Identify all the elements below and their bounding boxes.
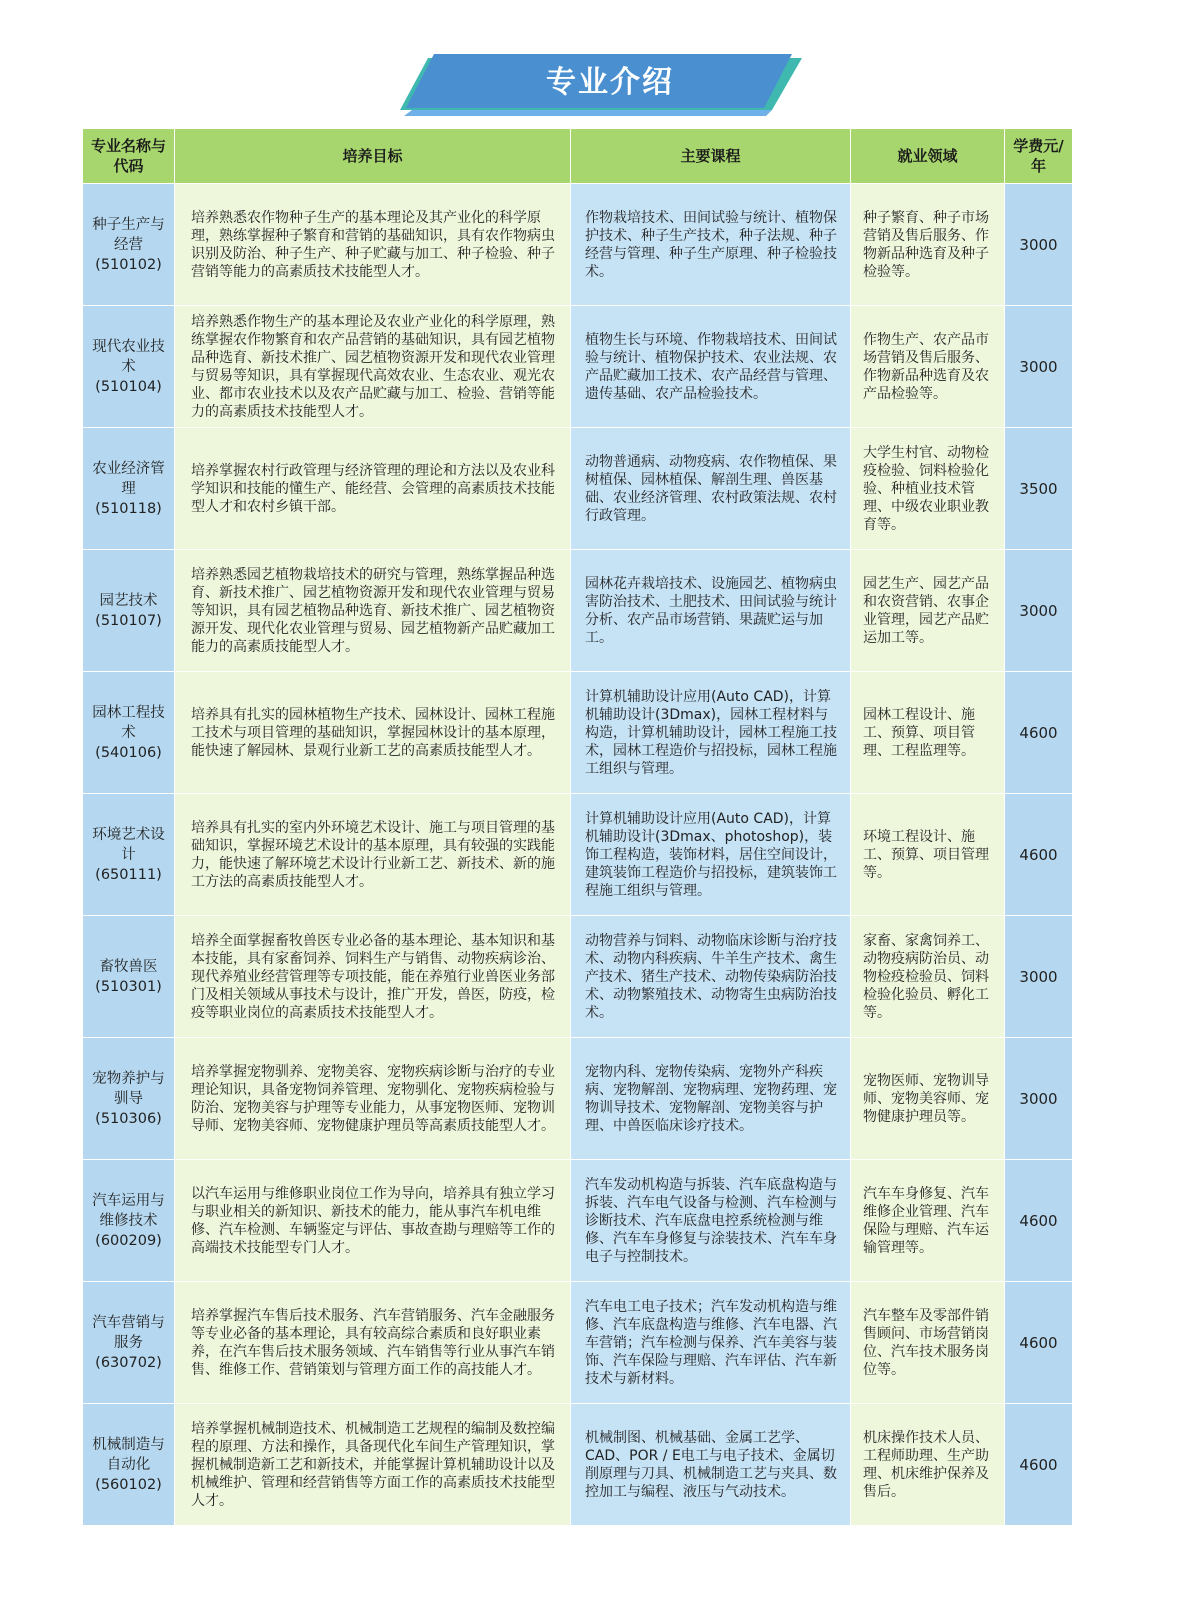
- table-row: [83, 1038, 1073, 1160]
- training-goal: 培养全面掌握畜牧兽医专业必备的基本理论、基本知识和基本技能，具有家畜饲养、饲料生产与销售、动物疾病诊治、现代养殖业经营管理等专项技能，能在养殖行业兽医业务部门及相关领域从事技术与设计，推广开发，兽医，防疫，检疫等职业岗位的高素质技术技能型人才。: [175, 916, 571, 1038]
- header-goal: 培养目标: [175, 129, 571, 184]
- training-goal: 培养具有扎实的园林植物生产技术、园林设计、园林工程施工技术与项目管理的基础知识，掌握园林设计的基本原理，能快速了解园林、景观行业新工艺的高素质技能型人才。: [175, 672, 571, 794]
- page-title: 专业介绍: [546, 65, 674, 100]
- employment-field: 大学生村官、动物检疫检验、饲料检验化验、种植业技术管理、中级农业职业教育等。: [851, 428, 1005, 550]
- training-goal: 培养掌握农村行政管理与经济管理的理论和方法以及农业科学知识和技能的懂生产、能经营、会管理的高素质技术技能型人才和农村乡镇干部。: [175, 428, 571, 550]
- main-courses: 动物普通病、动物疫病、农作物植保、果树植保、园林植保、解剖生理、兽医基础、农业经济管理、农村政策法规、农村行政管理。: [571, 428, 851, 550]
- major-name-cell: [83, 916, 175, 1038]
- table-row: [83, 1404, 1073, 1526]
- header-field: 就业领域: [851, 129, 1005, 184]
- major-name-cell: [83, 1038, 175, 1160]
- major-name: 环境艺术设计: [92, 826, 165, 863]
- main-courses: 计算机辅助设计应用(Auto CAD)，计算机辅助设计(3Dmax、photoshop)，装饰工程构造，装饰材料，居住空间设计，建筑装饰工程造价与招投标，建筑装饰工程施工组织与管理。: [571, 794, 851, 916]
- major-name-cell: [83, 306, 175, 428]
- training-goal: 培养掌握汽车售后技术服务、汽车营销服务、汽车金融服务等专业必备的基本理论，具有较高综合素质和良好职业素养，在汽车售后技术服务领域、汽车销售等行业从事汽车销售、维修工作、营销策划与管理方面工作的高技能人才。: [175, 1282, 571, 1404]
- major-code: (510118): [95, 500, 162, 517]
- table-row: [83, 184, 1073, 306]
- main-courses: 植物生长与环境、作物栽培技术、田间试验与统计、植物保护技术、农业法规、农产品贮藏加工技术、农产品经营与管理、遗传基础、农产品检验技术。: [571, 306, 851, 428]
- main-courses: 宠物内科、宠物传染病、宠物外产科疾病、宠物解剖、宠物病理、宠物药理、宠物训导技术、宠物解剖、宠物美容与护理、中兽医临床诊疗技术。: [571, 1038, 851, 1160]
- major-name: 种子生产与经营: [92, 216, 165, 253]
- tuition-fee: 4600: [1005, 1160, 1073, 1282]
- major-code: (510306): [95, 1110, 162, 1127]
- major-name: 园林工程技术: [92, 704, 165, 741]
- table-header-row: [83, 129, 1073, 184]
- main-courses: 园林花卉栽培技术、设施园艺、植物病虫害防治技术、土肥技术、田间试验与统计分析、农产品市场营销、果蔬贮运与加工。: [571, 550, 851, 672]
- employment-field: 汽车整车及零部件销售顾问、市场营销岗位、汽车技术服务岗位等。: [851, 1282, 1005, 1404]
- main-courses: 动物营养与饲料、动物临床诊断与治疗技术、动物内科疾病、牛羊生产技术、禽生产技术、猪生产技术、动物传染病防治技术、动物繁殖技术、动物寄生虫病防治技术。: [571, 916, 851, 1038]
- major-name-cell: [83, 1404, 175, 1526]
- main-courses: 计算机辅助设计应用(Auto CAD)，计算机辅助设计(3Dmax)，园林工程材料与构造，计算机辅助设计，园林工程施工技术，园林工程造价与招投标，园林工程施工组织与管理。: [571, 672, 851, 794]
- employment-field: 宠物医师、宠物训导师、宠物美容师、宠物健康护理员等。: [851, 1038, 1005, 1160]
- main-courses: 汽车发动机构造与拆装、汽车底盘构造与拆装、汽车电气设备与检测、汽车检测与诊断技术、汽车底盘电控系统检测与维修、汽车车身修复与涂装技术、汽车车身电子与控制技术。: [571, 1160, 851, 1282]
- major-name-cell: [83, 672, 175, 794]
- major-code: (510107): [95, 612, 162, 629]
- table-row: [83, 550, 1073, 672]
- major-code: (510104): [95, 378, 162, 395]
- major-name-cell: [83, 184, 175, 306]
- table-row: [83, 1160, 1073, 1282]
- training-goal: 培养掌握宠物驯养、宠物美容、宠物疾病诊断与治疗的专业理论知识，具备宠物饲养管理、宠物驯化、宠物疾病检验与防治、宠物美容与护理等专业能力，从事宠物医师、宠物训导师、宠物美容师、宠物健康护理员等高素质技能型人才。: [175, 1038, 571, 1160]
- major-name: 机械制造与自动化: [92, 1436, 165, 1473]
- employment-field: 园林工程设计、施工、预算、项目管理、工程监理等。: [851, 672, 1005, 794]
- tuition-fee: 3000: [1005, 916, 1073, 1038]
- tuition-fee: 3500: [1005, 428, 1073, 550]
- tuition-fee: 4600: [1005, 794, 1073, 916]
- training-goal: 以汽车运用与维修职业岗位工作为导向，培养具有独立学习与职业相关的新知识、新技术的能力，能从事汽车机电维修、汽车检测、车辆鉴定与评估、事故查勘与理赔等工作的高端技术技能型专门人才。: [175, 1160, 571, 1282]
- major-code: (630702): [95, 1354, 162, 1371]
- major-name: 畜牧兽医: [99, 958, 158, 975]
- major-code: (650111): [95, 866, 162, 883]
- main-courses: 汽车电工电子技术；汽车发动机构造与维修、汽车底盘构造与维修、汽车电器、汽车营销；汽车检测与保养、汽车美容与装饰、汽车保险与理赔、汽车评估、汽车新技术与新材料。: [571, 1282, 851, 1404]
- table-row: [83, 428, 1073, 550]
- major-name-cell: [83, 428, 175, 550]
- major-code: (560102): [95, 1476, 162, 1493]
- table-row: [83, 672, 1073, 794]
- major-name-cell: [83, 794, 175, 916]
- majors-table: [82, 128, 1073, 1526]
- major-code: (600209): [95, 1232, 162, 1249]
- tuition-fee: 3000: [1005, 1038, 1073, 1160]
- employment-field: 家畜、家禽饲养工、动物疫病防治员、动物检疫检验员、饲料检验化验员、孵化工等。: [851, 916, 1005, 1038]
- tuition-fee: 4600: [1005, 1282, 1073, 1404]
- major-code: (510301): [95, 978, 162, 995]
- title-banner: [400, 52, 810, 122]
- table-row: [83, 916, 1073, 1038]
- employment-field: 园艺生产、园艺产品和农资营销、农事企业管理，园艺产品贮运加工等。: [851, 550, 1005, 672]
- header-course: 主要课程: [571, 129, 851, 184]
- training-goal: 培养熟悉作物生产的基本理论及农业产业化的科学原理，熟练掌握农作物繁育和农产品营销的基础知识，具有园艺植物品种选育、新技术推广、园艺植物资源开发和现代农业管理与贸易等知识，具有掌握现代高效农业、生态农业、观光农业、都市农业技术以及农产品贮藏与加工、检验、营销等能力的高素质技术技能型人才。: [175, 306, 571, 428]
- major-name: 宠物养护与驯导: [92, 1070, 165, 1107]
- major-name: 汽车运用与维修技术: [92, 1192, 165, 1229]
- tuition-fee: 4600: [1005, 672, 1073, 794]
- employment-field: 汽车车身修复、汽车维修企业管理、汽车保险与理赔、汽车运输管理等。: [851, 1160, 1005, 1282]
- major-code: (540106): [95, 744, 162, 761]
- employment-field: 作物生产、农产品市场营销及售后服务、作物新品种选育及农产品检验等。: [851, 306, 1005, 428]
- major-code: (510102): [95, 256, 162, 273]
- main-courses: 机械制图、机械基础、金属工艺学、CAD、POR / E电工与电子技术、金属切削原理与刀具、机械制造工艺与夹具、数控加工与编程、液压与气动技术。: [571, 1404, 851, 1526]
- tuition-fee: 3000: [1005, 550, 1073, 672]
- employment-field: 环境工程设计、施工、预算、项目管理等。: [851, 794, 1005, 916]
- tuition-fee: 3000: [1005, 306, 1073, 428]
- training-goal: 培养熟悉农作物种子生产的基本理论及其产业化的科学原理，熟练掌握种子繁育和营销的基础知识，具有农作物病虫识别及防治、种子生产、种子贮藏与加工、种子检验、种子营销等能力的高素质技术技能型人才。: [175, 184, 571, 306]
- tuition-fee: 4600: [1005, 1404, 1073, 1526]
- training-goal: 培养熟悉园艺植物栽培技术的研究与管理，熟练掌握品种选育、新技术推广、园艺植物资源开发和现代农业管理与贸易等知识，具有园艺植物品种选育、新技术推广、园艺植物资源开发、现代化农业管理与贸易、园艺植物新产品贮藏加工能力的高素质技能型人才。: [175, 550, 571, 672]
- tuition-fee: 3000: [1005, 184, 1073, 306]
- main-courses: 作物栽培技术、田间试验与统计、植物保护技术、种子生产技术，种子法规、种子经营与管理、种子生产原理、种子检验技术。: [571, 184, 851, 306]
- major-name: 农业经济管理: [92, 460, 165, 497]
- major-name: 汽车营销与服务: [92, 1314, 165, 1351]
- major-name: 现代农业技术: [92, 338, 165, 375]
- major-name-cell: [83, 1160, 175, 1282]
- table-row: [83, 306, 1073, 428]
- major-name-cell: [83, 550, 175, 672]
- major-name: 园艺技术: [99, 592, 158, 609]
- header-fee: 学费元/年: [1005, 129, 1073, 184]
- table-row: [83, 794, 1073, 916]
- table-row: [83, 1282, 1073, 1404]
- employment-field: 种子繁育、种子市场营销及售后服务、作物新品种选育及种子检验等。: [851, 184, 1005, 306]
- header-name: 专业名称与代码: [83, 129, 175, 184]
- major-name-cell: [83, 1282, 175, 1404]
- employment-field: 机床操作技术人员、工程师助理、生产助理、机床维护保养及售后。: [851, 1404, 1005, 1526]
- training-goal: 培养具有扎实的室内外环境艺术设计、施工与项目管理的基础知识，掌握环境艺术设计的基本原理，具有较强的实践能力，能快速了解环境艺术设计行业新工艺、新技术、新的施工方法的高素质技能型人才。: [175, 794, 571, 916]
- training-goal: 培养掌握机械制造技术、机械制造工艺规程的编制及数控编程的原理、方法和操作，具备现代化车间生产管理知识，掌握机械制造新工艺和新技术，并能掌握计算机辅助设计以及机械维护、管理和经营销售等方面工作的高素质技术技能型人才。: [175, 1404, 571, 1526]
